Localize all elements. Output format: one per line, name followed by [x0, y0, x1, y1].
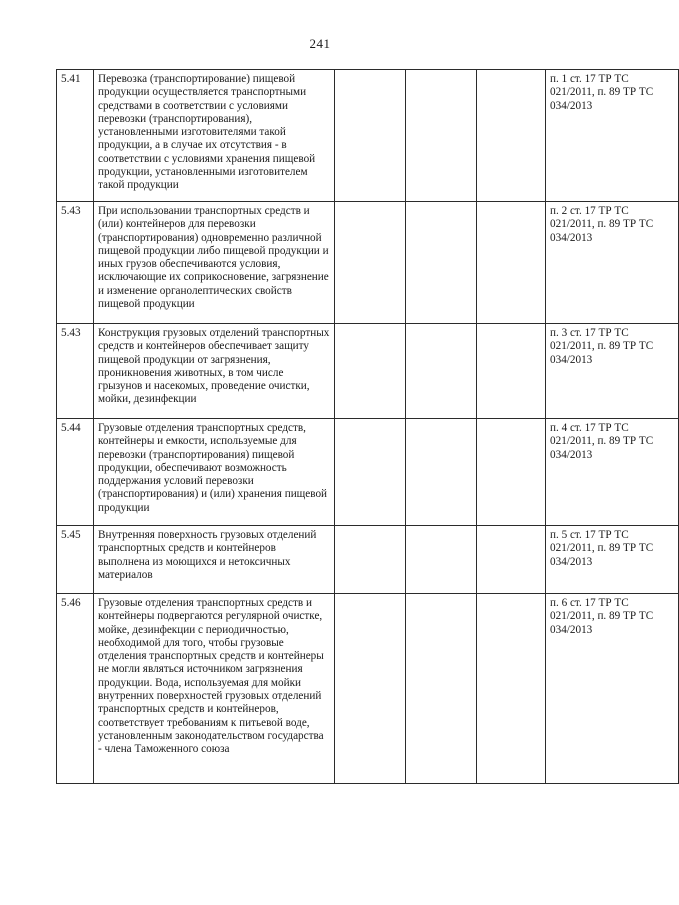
- empty-cell: [335, 594, 406, 784]
- row-number: 5.44: [57, 419, 94, 526]
- legal-reference: п. 3 ст. 17 ТР ТС 021/2011, п. 89 ТР ТС 034/2013: [546, 324, 679, 419]
- empty-cell: [406, 324, 477, 419]
- row-number: 5.43: [57, 324, 94, 419]
- empty-cell: [335, 202, 406, 324]
- row-number: 5.46: [57, 594, 94, 784]
- table-row: [57, 70, 679, 202]
- page-number: 241: [309, 36, 331, 51]
- requirement-text: Внутренняя поверхность грузовых отделений транспортных средств и контейнеров выполнена из моющихся и нетоксичных материалов: [94, 526, 335, 594]
- row-number: 5.41: [57, 70, 94, 202]
- legal-reference: п. 4 ст. 17 ТР ТС 021/2011, п. 89 ТР ТС 034/2013: [546, 419, 679, 526]
- empty-cell: [406, 419, 477, 526]
- requirement-text: При использовании транспортных средств и (или) контейнеров для перевозки (транспортирования) одновременно различной пищевой продукции либо пищевой продукции и иных грузов обеспечиваются условия, исключающие их соприкосновение, загрязнение и изменение органолептических свойств пищевой продукции: [94, 202, 335, 324]
- empty-cell: [406, 70, 477, 202]
- empty-cell: [335, 70, 406, 202]
- empty-cell: [477, 419, 546, 526]
- legal-reference: п. 1 ст. 17 ТР ТС 021/2011, п. 89 ТР ТС 034/2013: [546, 70, 679, 202]
- row-number: 5.43: [57, 202, 94, 324]
- requirement-text: Грузовые отделения транспортных средств и контейнеры подвергаются регулярной очистке, мойке, дезинфекции с периодичностью, необходимой для того, чтобы грузовые отделения транспортных средств и контейнеры не могли являться источником загрязнения продукции. Вода, используемая для мойки внутренних поверхностей грузовых отделений транспортных средств и контейнеров, соответствует требованиям к питьевой воде, установленным законодательством государства - члена Таможенного союза: [94, 594, 335, 784]
- empty-cell: [406, 594, 477, 784]
- requirement-text: Грузовые отделения транспортных средств, контейнеры и емкости, используемые для перевозки (транспортирования) пищевой продукции, обеспечивают возможность поддержания условий перевозки (транспортирования) и (или) хранения пищевой продукции: [94, 419, 335, 526]
- empty-cell: [477, 526, 546, 594]
- empty-cell: [335, 419, 406, 526]
- empty-cell: [477, 594, 546, 784]
- empty-cell: [406, 202, 477, 324]
- legal-reference: п. 5 ст. 17 ТР ТС 021/2011, п. 89 ТР ТС 034/2013: [546, 526, 679, 594]
- empty-cell: [477, 202, 546, 324]
- table-row: [57, 526, 679, 594]
- requirement-text: Конструкция грузовых отделений транспортных средств и контейнеров обеспечивает защиту пищевой продукции от загрязнения, проникновения животных, в том числе грызунов и насекомых, проведение очистки, мойки, дезинфекции: [94, 324, 335, 419]
- legal-reference: п. 6 ст. 17 ТР ТС 021/2011, п. 89 ТР ТС 034/2013: [546, 594, 679, 784]
- requirement-text: Перевозка (транспортирование) пищевой продукции осуществляется транспортными средствами в соответствии с условиями перевозки (транспортирования), установленными изготовителями такой продукции, а в случае их отсутствия - в соответствии с условиями хранения пищевой продукции, установленными изготовителем такой продукции: [94, 70, 335, 202]
- empty-cell: [477, 70, 546, 202]
- table-row: [57, 594, 679, 784]
- empty-cell: [335, 324, 406, 419]
- legal-reference: п. 2 ст. 17 ТР ТС 021/2011, п. 89 ТР ТС 034/2013: [546, 202, 679, 324]
- table-row: [57, 419, 679, 526]
- empty-cell: [477, 324, 546, 419]
- table-row: [57, 324, 679, 419]
- table-row: [57, 202, 679, 324]
- requirements-table: [56, 69, 679, 784]
- empty-cell: [406, 526, 477, 594]
- row-number: 5.45: [57, 526, 94, 594]
- empty-cell: [335, 526, 406, 594]
